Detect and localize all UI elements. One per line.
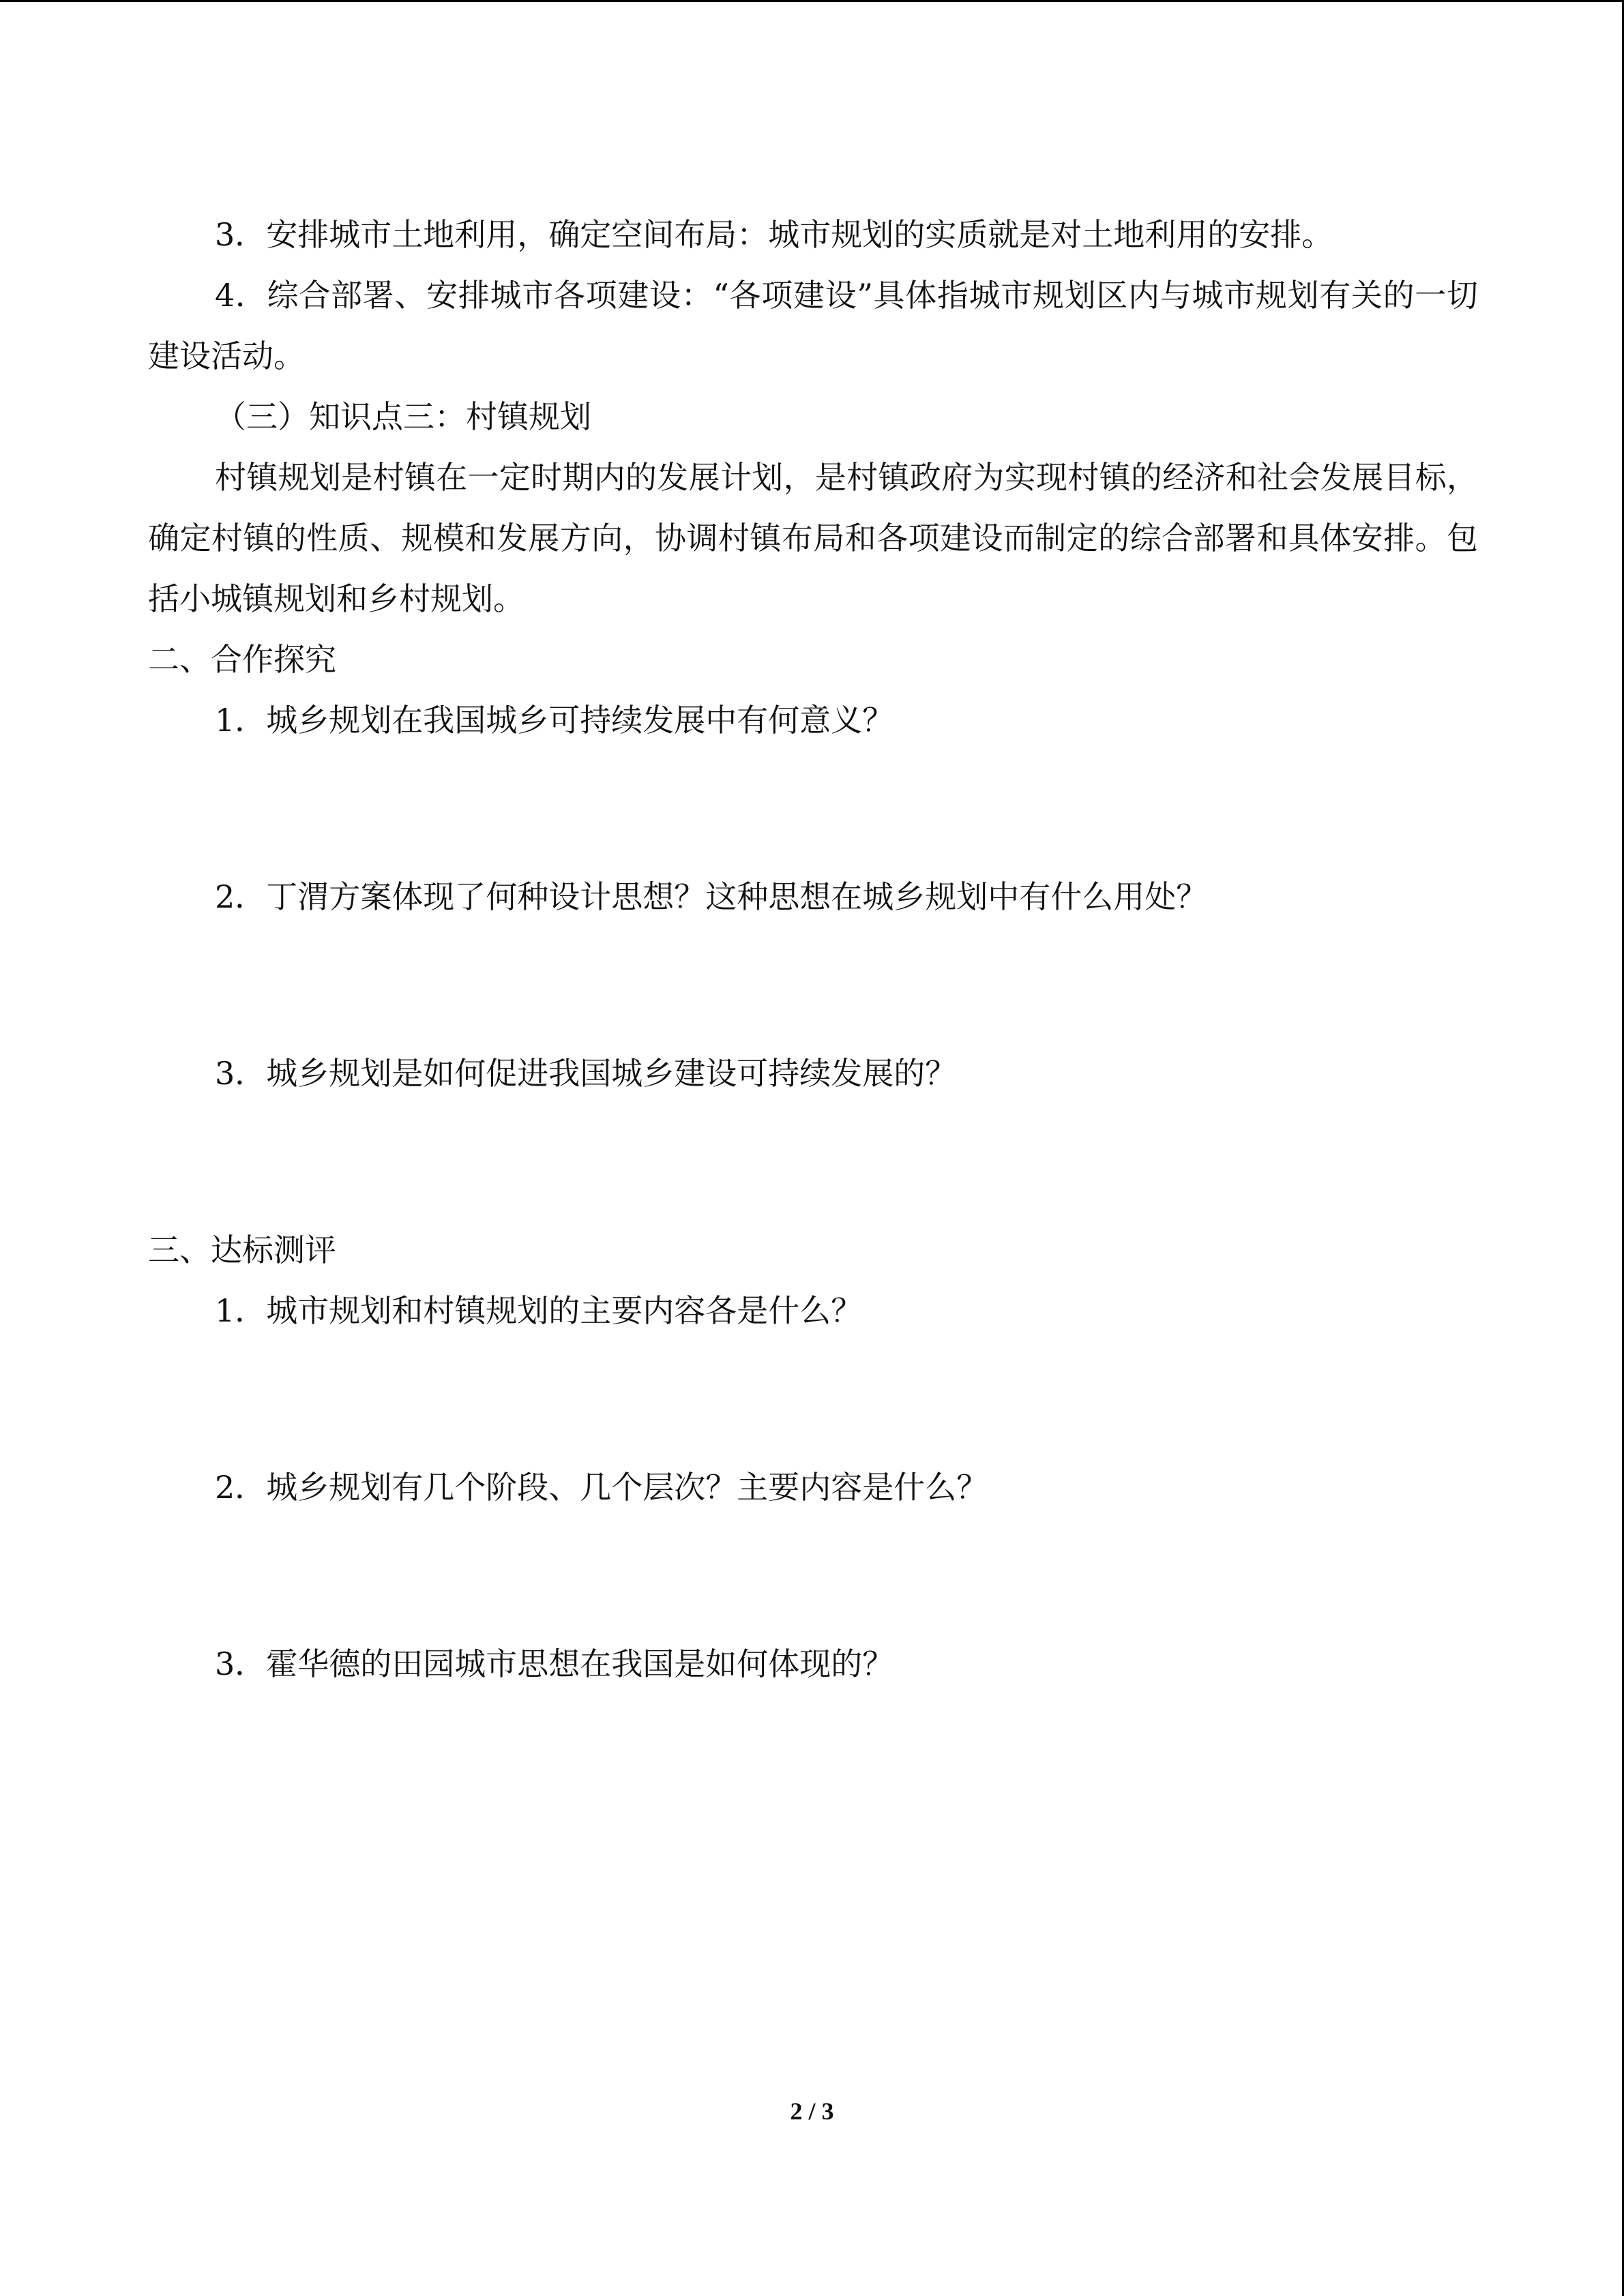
question-s3-2: 2．城乡规划有几个阶段、几个层次？主要内容是什么？ (215, 1469, 988, 1506)
answer-space (148, 1518, 1478, 1634)
paragraph-village-planning: 村镇规划是村镇在一定时期内的发展计划，是村镇政府为实现村镇的经济和社会发展目标，确定村镇的性质、规模和发展方向，协调村镇布局和各项建设而制定的综合部署和具体安排。包括小城镇规划和乡村规划。 (148, 459, 1478, 617)
section-heading-assessment: 三、达标测评 (148, 1232, 336, 1268)
answer-space (148, 927, 1478, 1043)
document-body (148, 205, 1478, 1695)
answer-space (148, 751, 1478, 867)
paragraph-construction: 4．综合部署、安排城市各项建设：“各项建设”具体指城市规划区内与城市规划有关的一切建设活动。 (148, 277, 1478, 374)
subheading-knowledge-point-3: （三）知识点三：村镇规划 (215, 398, 591, 435)
page-number: 2 / 3 (790, 2098, 834, 2125)
question-s2-2: 2．丁渭方案体现了何种设计思想？这种思想在城乡规划中有什么用处？ (215, 878, 1208, 915)
answer-space (148, 1341, 1478, 1457)
page-border-top (0, 0, 1624, 2)
question-s3-1: 1．城市规划和村镇规划的主要内容各是什么？ (215, 1292, 863, 1329)
question-s2-3: 3．城乡规划是如何促进我国城乡建设可持续发展的？ (215, 1055, 957, 1092)
question-s2-1: 1．城乡规划在我国城乡可持续发展中有何意义？ (215, 702, 894, 739)
section-heading-cooperation: 二、合作探究 (148, 641, 336, 678)
paragraph-land-use: 3．安排城市土地利用，确定空间布局：城市规划的实质就是对土地利用的安排。 (215, 216, 1333, 253)
answer-space (148, 1104, 1478, 1220)
question-s3-3: 3．霍华德的田园城市思想在我国是如何体现的？ (215, 1645, 894, 1682)
